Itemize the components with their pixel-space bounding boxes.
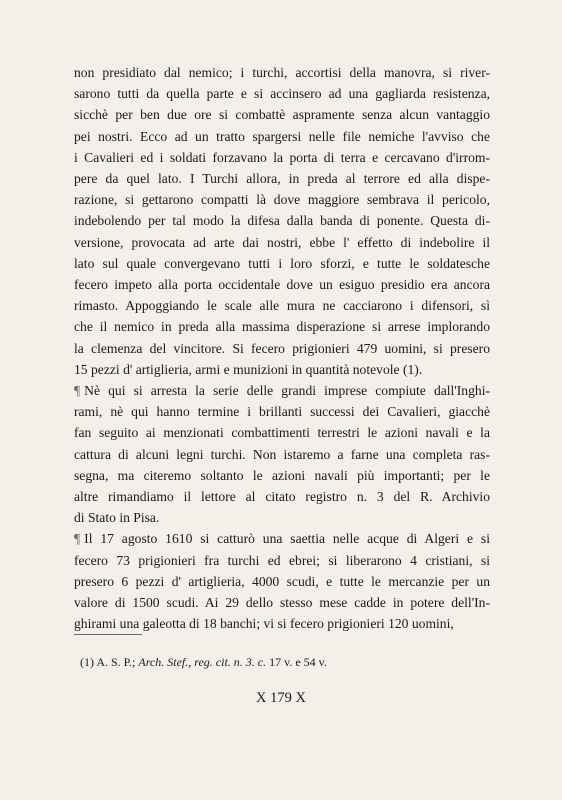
line-text: sarono tutti da quella parte e si accinsero ad una gagliarda resistenza, bbox=[74, 86, 490, 102]
text-line bbox=[74, 507, 490, 528]
footnote bbox=[80, 655, 327, 670]
line-text: rimasto. Appoggiando le scale alle mura ne cacciarono i difensori, sì bbox=[74, 298, 490, 314]
line-text: valore di 1500 scudi. Ai 29 dello stesso mese cadde in potere dell'In- bbox=[74, 595, 490, 611]
text-line bbox=[74, 338, 490, 359]
text-line bbox=[74, 550, 490, 571]
paragraph-mark-icon: ¶ bbox=[74, 383, 81, 399]
text-line bbox=[74, 486, 490, 507]
line-text: la clemenza del vincitore. Si fecero prigionieri 479 uomini, si presero bbox=[74, 340, 490, 356]
text-line bbox=[74, 295, 490, 316]
line-text: di Stato in Pisa. bbox=[74, 510, 160, 526]
text-line bbox=[74, 444, 490, 465]
text-line bbox=[74, 126, 490, 147]
text-line bbox=[74, 422, 490, 443]
line-text: presero 6 pezzi d' artiglieria, 4000 scudi, e tutte le mercanzie per un bbox=[74, 573, 490, 589]
text-line bbox=[74, 253, 490, 274]
footnote-marker: (1) bbox=[80, 655, 94, 669]
text-line bbox=[74, 147, 490, 168]
text-line bbox=[74, 571, 490, 592]
text-line bbox=[74, 401, 490, 422]
text-line bbox=[74, 528, 490, 549]
line-text: sicchè per ben due ore si combattè aspramente senza alcun vantaggio bbox=[74, 107, 490, 123]
line-text: segna, ma citeremo soltanto le azioni navali più importanti; per le bbox=[74, 467, 490, 483]
text-line bbox=[74, 168, 490, 189]
text-line bbox=[74, 613, 490, 634]
line-text: Il 17 agosto 1610 si catturò una saettia nelle acque di Algeri e si bbox=[84, 531, 490, 547]
line-text: fecero 73 prigionieri fra turchi ed ebrei; si liberarono 4 cristiani, si bbox=[74, 552, 490, 568]
line-text: non presidiato dal nemico; i turchi, accortisi della manovra, si river- bbox=[74, 65, 490, 80]
footnote-pages: 17 v. e 54 v. bbox=[269, 655, 327, 669]
text-line bbox=[74, 210, 490, 231]
paragraph bbox=[74, 62, 490, 380]
line-text: fan seguito ai menzionati combattimenti terrestri le azioni navali e la bbox=[74, 425, 490, 441]
text-line bbox=[74, 232, 490, 253]
text-line bbox=[74, 359, 490, 380]
text-line bbox=[74, 189, 490, 210]
line-text: indebolendo per tal modo la difesa dalla banda di ponente. Questa di- bbox=[74, 213, 490, 229]
line-text: Nè qui si arresta la serie delle grandi imprese compiute dall'Inghi- bbox=[84, 383, 490, 399]
text-line bbox=[74, 104, 490, 125]
line-text: versione, provocata ad arte dai nostri, ebbe l' effetto di indebolire il bbox=[74, 234, 490, 250]
folio-ornament-right: X bbox=[295, 690, 306, 706]
text-line bbox=[74, 62, 490, 83]
paragraph-mark-icon: ¶ bbox=[74, 531, 81, 547]
folio-ornament-left: X bbox=[256, 690, 267, 706]
body-text bbox=[74, 62, 490, 634]
footnote-rule bbox=[74, 634, 142, 635]
paragraph bbox=[74, 528, 490, 634]
line-text: pei nostri. Ecco ad un tratto spargersi nelle file nemiche l'avviso che bbox=[74, 128, 490, 144]
line-text: razione, si gettarono compatti là dove maggiore sembrava il pericolo, bbox=[74, 192, 490, 208]
text-line bbox=[74, 592, 490, 613]
text-line bbox=[74, 274, 490, 295]
line-text: 15 pezzi d' artiglieria, armi e munizioni in quantità notevole (1). bbox=[74, 361, 423, 377]
line-text: lato sul quale convergevano tutti i loro sforzi, e tutte le soldatesche bbox=[74, 255, 490, 271]
text-line bbox=[74, 465, 490, 486]
line-text: fecero impeto alla porta occidentale dove un esiguo presidio era ancora bbox=[74, 277, 490, 293]
text-line bbox=[74, 83, 490, 104]
page-number-folio bbox=[0, 690, 562, 707]
line-text: rami, nè qui hanno termine i brillanti successi dei Cavalieri, giacchè bbox=[74, 404, 490, 420]
page-number: 179 bbox=[270, 690, 292, 706]
text-line bbox=[74, 316, 490, 337]
line-text: ghirami una galeotta di 18 banchi; vi si fecero prigionieri 120 uomini, bbox=[74, 616, 454, 632]
text-line bbox=[74, 380, 490, 401]
footnote-reference: Arch. Stef., reg. cit. n. 3. c. bbox=[138, 655, 267, 669]
paragraph bbox=[74, 380, 490, 528]
line-text: altre rimandiamo il lettore al citato registro n. 3 del R. Archivio bbox=[74, 489, 490, 505]
footnote-source: A. S. P.; bbox=[96, 655, 136, 669]
line-text: che il nemico in preda alla massima disperazione si arrese implorando bbox=[74, 319, 490, 335]
line-text: pere da quel lato. I Turchi allora, in preda al terrore ed alla dispe- bbox=[74, 171, 490, 187]
line-text: cattura di alcuni legni turchi. Non istaremo a farne una completa ras- bbox=[74, 446, 490, 462]
line-text: i Cavalieri ed i soldati forzavano la porta di terra e cercavano d'irrom- bbox=[74, 149, 490, 165]
